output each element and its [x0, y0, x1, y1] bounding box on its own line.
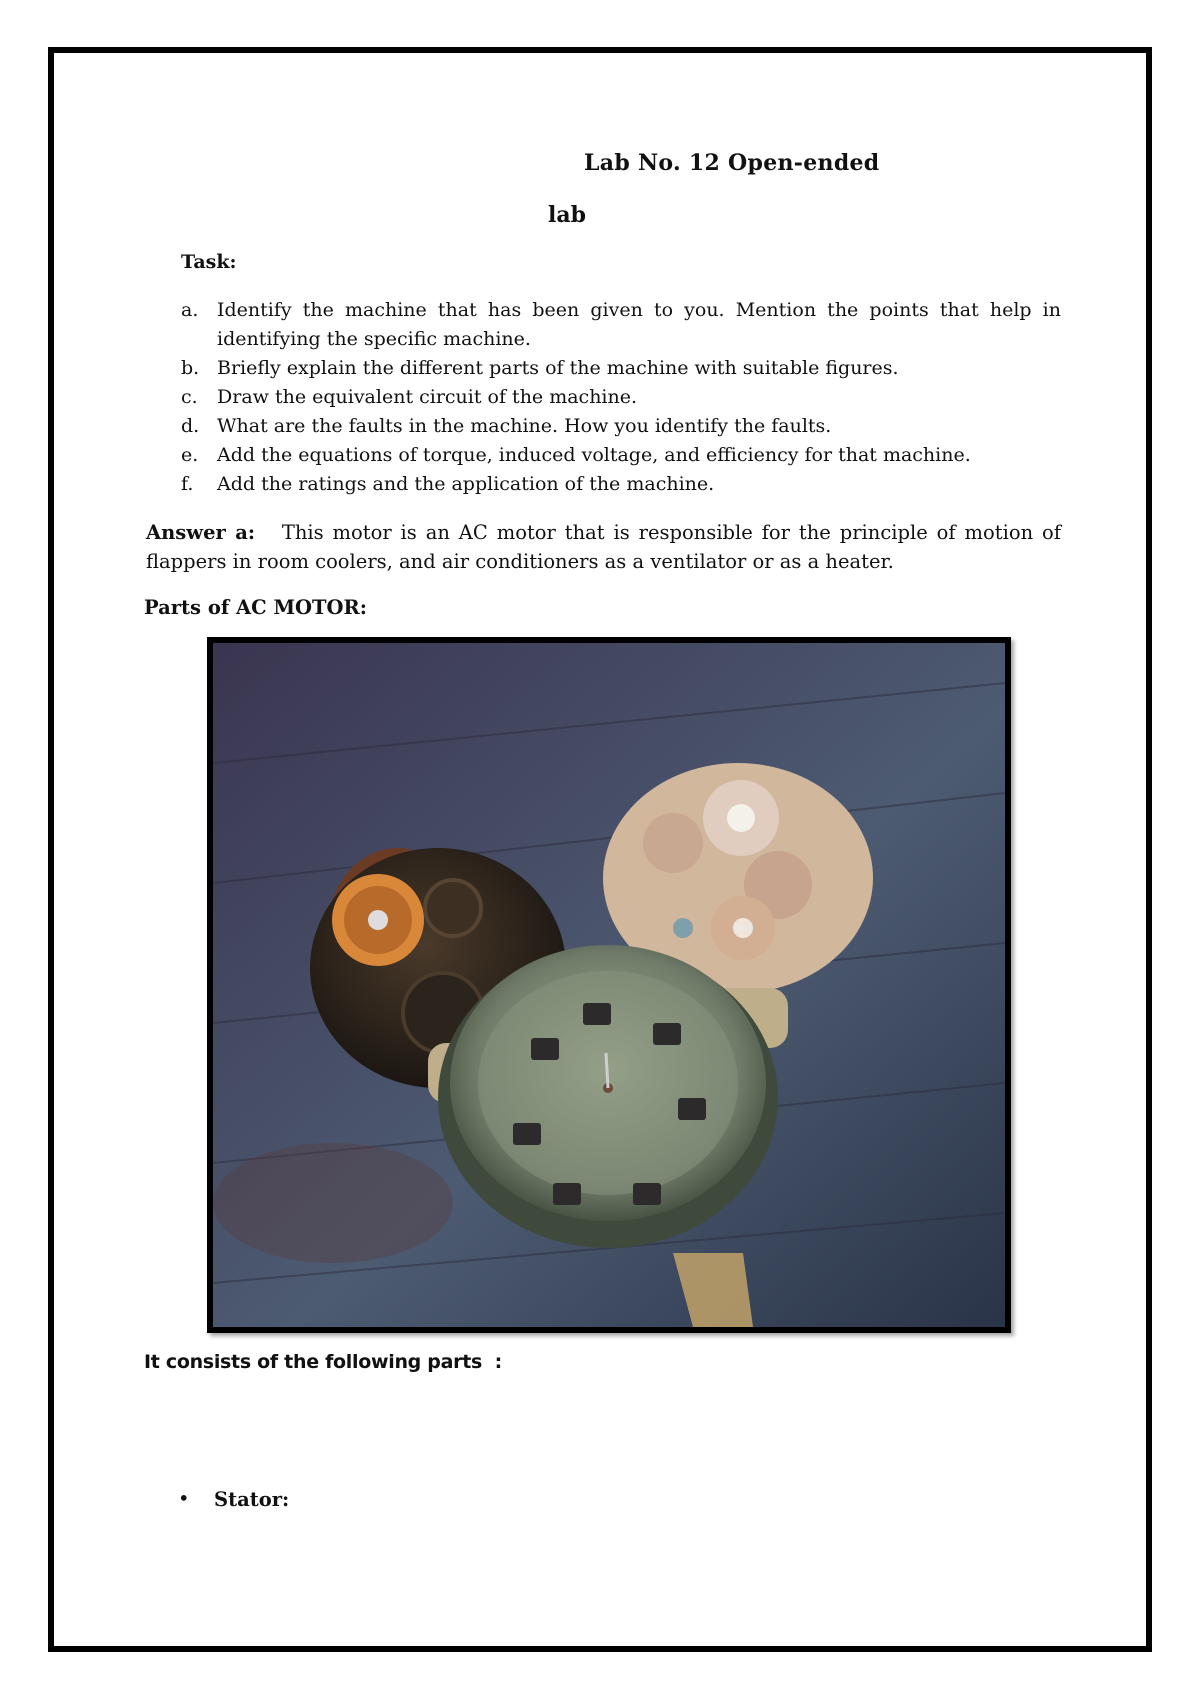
parts-heading: Parts of AC MOTOR:	[144, 596, 367, 619]
bullet-label: Stator:	[214, 1488, 290, 1511]
task-marker: e.	[181, 444, 199, 466]
task-text: What are the faults in the machine. How you identify the faults.	[217, 415, 832, 437]
task-item	[181, 296, 1061, 354]
task-text: Draw the equivalent circuit of the machine.	[217, 386, 638, 408]
document-title: Lab No. 12 Open-ended	[584, 150, 880, 176]
task-list	[181, 296, 1061, 499]
task-marker: a.	[181, 299, 199, 321]
motor-photo	[207, 637, 1011, 1333]
task-item	[181, 354, 1061, 383]
task-marker: b.	[181, 357, 200, 379]
task-marker: f.	[181, 473, 194, 495]
task-item	[181, 470, 1061, 499]
task-text: Add the ratings and the application of the machine.	[217, 473, 715, 495]
task-marker: c.	[181, 386, 198, 408]
task-text: Identify the machine that has been given to you. Mention the points that help in identifying the specific machine.	[217, 299, 1061, 350]
task-label: Task:	[181, 251, 237, 273]
answer-label: Answer a:	[146, 521, 256, 544]
task-text: Add the equations of torque, induced voltage, and efficiency for that machine.	[217, 444, 971, 466]
task-item	[181, 412, 1061, 441]
answer-paragraph	[146, 518, 1061, 576]
consists-heading: It consists of the following parts :	[144, 1351, 502, 1373]
motor-photo-illustration	[213, 643, 1005, 1327]
task-text: Briefly explain the different parts of the machine with suitable figures.	[217, 357, 899, 379]
document-title-continuation: lab	[548, 202, 586, 228]
answer-text: This motor is an AC motor that is responsible for the principle of motion of flappers in room coolers, and air conditioners as a ventilator or as a heater.	[146, 521, 1061, 573]
task-item	[181, 383, 1061, 412]
task-marker: d.	[181, 415, 200, 437]
task-item	[181, 441, 1061, 470]
bullet-marker: •	[178, 1487, 190, 1510]
